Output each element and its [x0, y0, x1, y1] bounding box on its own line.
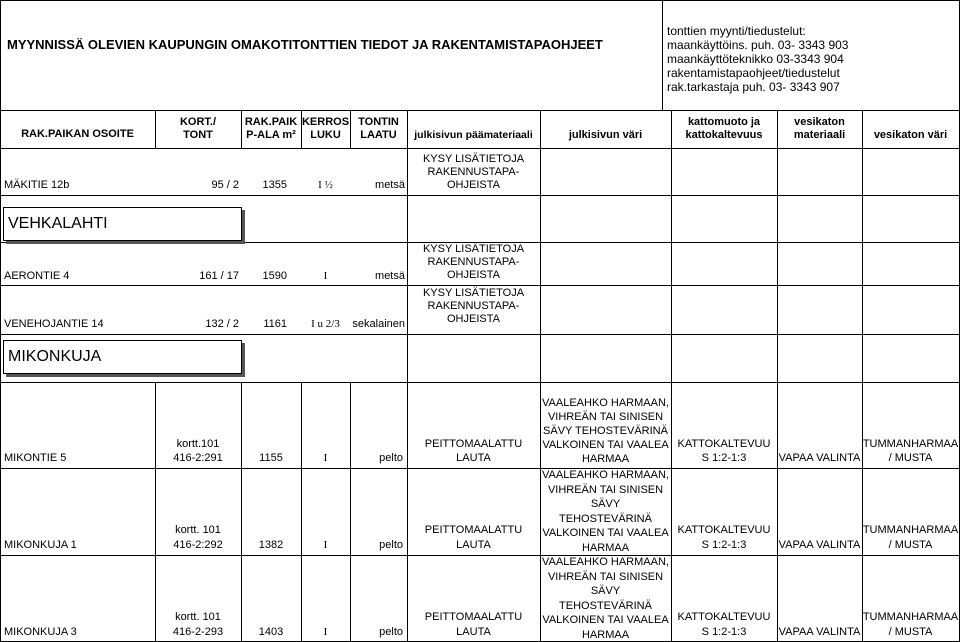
grid-line	[0, 555, 960, 556]
grid-line	[662, 0, 663, 110]
row-pala: 1355	[262, 179, 287, 191]
grid-line	[0, 148, 960, 149]
tont-line: 416-2:291	[173, 452, 223, 464]
row-tont: 95 / 2	[211, 179, 239, 191]
material-line: RAKENNUSTAPA-	[427, 300, 520, 312]
material-line: LAUTA	[456, 539, 491, 551]
header-laatu-top: TONTIN	[358, 116, 399, 128]
row-material	[407, 524, 540, 552]
tont-line: kortt. 101	[175, 611, 221, 623]
contact-line: maankäyttöins. puh. 03- 3343 903	[667, 38, 849, 52]
grid-line	[0, 285, 960, 286]
row-pala: 1382	[258, 539, 284, 551]
roof-line: KATTOKALTEVUU	[677, 438, 771, 450]
color-line: VALKOINEN TAI VAALEA	[542, 614, 669, 626]
row-color	[540, 396, 671, 466]
row-roof	[671, 524, 777, 552]
material-line: OHJEISTA	[447, 269, 500, 281]
color-line: VAALEAHKO HARMAAN,	[542, 397, 669, 409]
header-katto-top: kattomuoto ja	[687, 116, 761, 128]
row-roof-color	[862, 524, 959, 552]
row-laatu: pelto	[379, 452, 403, 464]
color-line: VIHREÄN TAI SINISEN	[547, 483, 664, 496]
color-line: SÄVY TEHOSTEVÄRINÄ	[543, 425, 668, 437]
grid-line	[155, 382, 156, 642]
row-laatu: pelto	[379, 539, 403, 551]
section-heading-vehkalahti: VEHKALAHTI	[3, 207, 242, 241]
color-line: HARMAA	[581, 541, 630, 554]
row-address: VENEHOJANTIE 14	[4, 318, 104, 330]
header-address: RAK.PAIKAN OSOITE	[21, 128, 134, 140]
color-line: TEHOSTEVÄRINÄ	[559, 599, 652, 612]
roof-color-line: TUMMANHARMAA	[862, 438, 959, 450]
row-color	[540, 468, 671, 555]
grid-line	[301, 382, 302, 642]
material-line: LAUTA	[456, 626, 491, 638]
row-roof-material: VAPAA VALINTA	[778, 626, 861, 638]
header-pala-top: RAK.PAIK	[244, 116, 298, 128]
row-tont	[155, 524, 241, 552]
grid-line	[0, 110, 960, 111]
color-line: VIHREÄN TAI SINISEN	[547, 411, 664, 423]
header-pala-bottom: P-ALA m²	[246, 129, 296, 141]
color-line: HARMAA	[581, 628, 630, 641]
row-color	[540, 555, 671, 642]
color-line: SÄVY	[590, 585, 621, 597]
material-line: PEITTOMAALATTU	[424, 524, 523, 536]
color-line: VAALEAHKO HARMAAN,	[542, 556, 669, 568]
material-line: KYSY LISÄTIETOJA	[422, 287, 525, 299]
material-line: KYSY LISÄTIETOJA	[422, 243, 525, 255]
color-line: VALKOINEN TAI VAALEA	[542, 439, 669, 451]
material-line: RAKENNUSTAPA-	[427, 166, 520, 178]
material-line: OHJEISTA	[447, 313, 500, 325]
material-line: LAUTA	[456, 452, 491, 464]
row-laatu: metsä	[375, 179, 405, 191]
grid-line	[0, 334, 960, 335]
row-pala: 1161	[263, 318, 287, 330]
roof-color-line: TUMMANHARMAA	[862, 524, 959, 536]
roof-color-line: / MUSTA	[888, 539, 933, 551]
tont-line: 416-2-293	[172, 626, 224, 638]
section-heading-mikonkuja: MIKONKUJA	[3, 340, 242, 374]
header-kerros-bottom: LUKU	[310, 129, 341, 141]
row-roof-color	[862, 611, 959, 639]
row-material	[407, 287, 540, 326]
document-title: MYYNNISSÄ OLEVIEN KAUPUNGIN OMAKOTITONTTIEN TIEDOT JA RAKENTAMISTAPAOHJEET	[7, 37, 603, 52]
roof-line: KATTOKALTEVUU	[677, 611, 771, 623]
row-address: MÄKITIE 12b	[4, 179, 70, 191]
row-laatu: pelto	[379, 626, 403, 638]
roof-line: S 1:2-1:3	[701, 626, 747, 638]
contact-line: rak.tarkastaja puh. 03- 3343 907	[667, 80, 840, 94]
color-line: VIHREÄN TAI SINISEN	[547, 570, 664, 583]
roof-color-line: / MUSTA	[888, 626, 933, 638]
contact-line: tonttien myynti/tiedustelut:	[667, 24, 806, 38]
contact-info	[667, 24, 848, 94]
header-kerros-top: KERROS	[301, 116, 350, 128]
row-kerros: I ½	[318, 179, 333, 191]
row-tont: 132 / 2	[205, 318, 239, 330]
row-pala: 1155	[259, 452, 283, 464]
row-tont	[155, 611, 241, 639]
header-vesi-bottom: materiaali	[793, 129, 846, 141]
row-roof	[671, 438, 777, 465]
header-katto-bottom: kattokaltevuus	[685, 129, 763, 141]
row-address: MIKONKUJA 3	[4, 626, 77, 638]
tont-line: kortt.101	[176, 438, 220, 450]
row-laatu: metsä	[375, 270, 405, 282]
header-vari: julkisivun väri	[568, 129, 643, 141]
row-kerros: I	[323, 539, 328, 551]
grid-line	[777, 110, 778, 642]
color-line: VALKOINEN TAI VAALEA	[542, 527, 669, 539]
row-material	[407, 611, 540, 639]
row-roof-material: VAPAA VALINTA	[778, 452, 861, 464]
color-line: VAALEAHKO HARMAAN,	[542, 469, 669, 481]
roof-color-line: TUMMANHARMAA	[862, 611, 959, 623]
row-kerros: I u 2/3	[311, 318, 340, 330]
row-laatu: sekalainen	[352, 318, 405, 330]
roof-color-line: / MUSTA	[888, 452, 933, 464]
tont-line: kortt. 101	[175, 524, 221, 536]
color-line: TEHOSTEVÄRINÄ	[559, 512, 652, 525]
color-line: SÄVY	[590, 498, 621, 510]
row-pala: 1403	[258, 626, 284, 638]
row-kerros: I	[323, 452, 328, 464]
grid-line	[862, 110, 863, 642]
row-kerros: I	[323, 270, 328, 282]
header-tont-top: KORT./	[179, 116, 217, 128]
row-roof-material: VAPAA VALINTA	[778, 539, 861, 551]
row-tont	[155, 438, 241, 465]
color-line: HARMAA	[581, 453, 630, 465]
row-roof-color	[862, 438, 959, 465]
grid-line	[0, 195, 960, 196]
row-pala: 1590	[262, 270, 287, 282]
header-vesi-top: vesikaton	[794, 116, 845, 128]
grid-line	[0, 0, 1, 642]
material-line: OHJEISTA	[447, 179, 500, 191]
material-line: PEITTOMAALATTU	[424, 611, 523, 623]
grid-line	[0, 382, 960, 383]
grid-line	[671, 110, 672, 642]
row-tont: 161 / 17	[199, 270, 239, 282]
row-address: MIKONTIE 5	[4, 452, 67, 464]
material-line: PEITTOMAALATTU	[424, 438, 523, 450]
roof-line: KATTOKALTEVUU	[677, 524, 771, 536]
row-material	[407, 153, 540, 192]
material-line: KYSY LISÄTIETOJA	[422, 153, 525, 165]
row-kerros: I	[323, 626, 328, 638]
header-paamateriaali: julkisivun päämateriaali	[414, 129, 533, 141]
row-address: MIKONKUJA 1	[4, 539, 77, 551]
material-line: RAKENNUSTAPA-	[427, 256, 520, 268]
row-roof	[671, 611, 777, 639]
contact-line: maankäyttöteknikko 03-3343 904	[667, 52, 844, 66]
grid-line	[350, 382, 351, 642]
contact-line: rakentamistapaohjeet/tiedustelut	[667, 66, 840, 80]
row-material	[407, 243, 540, 282]
tont-line: 416-2:292	[173, 539, 223, 551]
grid-line	[0, 0, 960, 1]
grid-line	[0, 468, 960, 469]
grid-line	[241, 382, 242, 642]
roof-line: S 1:2-1:3	[701, 452, 747, 464]
header-tont-bottom: TONT	[183, 129, 213, 141]
header-laatu-bottom: LAATU	[360, 129, 397, 141]
row-material	[407, 438, 540, 465]
roof-line: S 1:2-1:3	[701, 539, 747, 551]
row-address: AERONTIE 4	[4, 270, 70, 282]
header-vesivari: vesikaton väri	[873, 129, 948, 141]
